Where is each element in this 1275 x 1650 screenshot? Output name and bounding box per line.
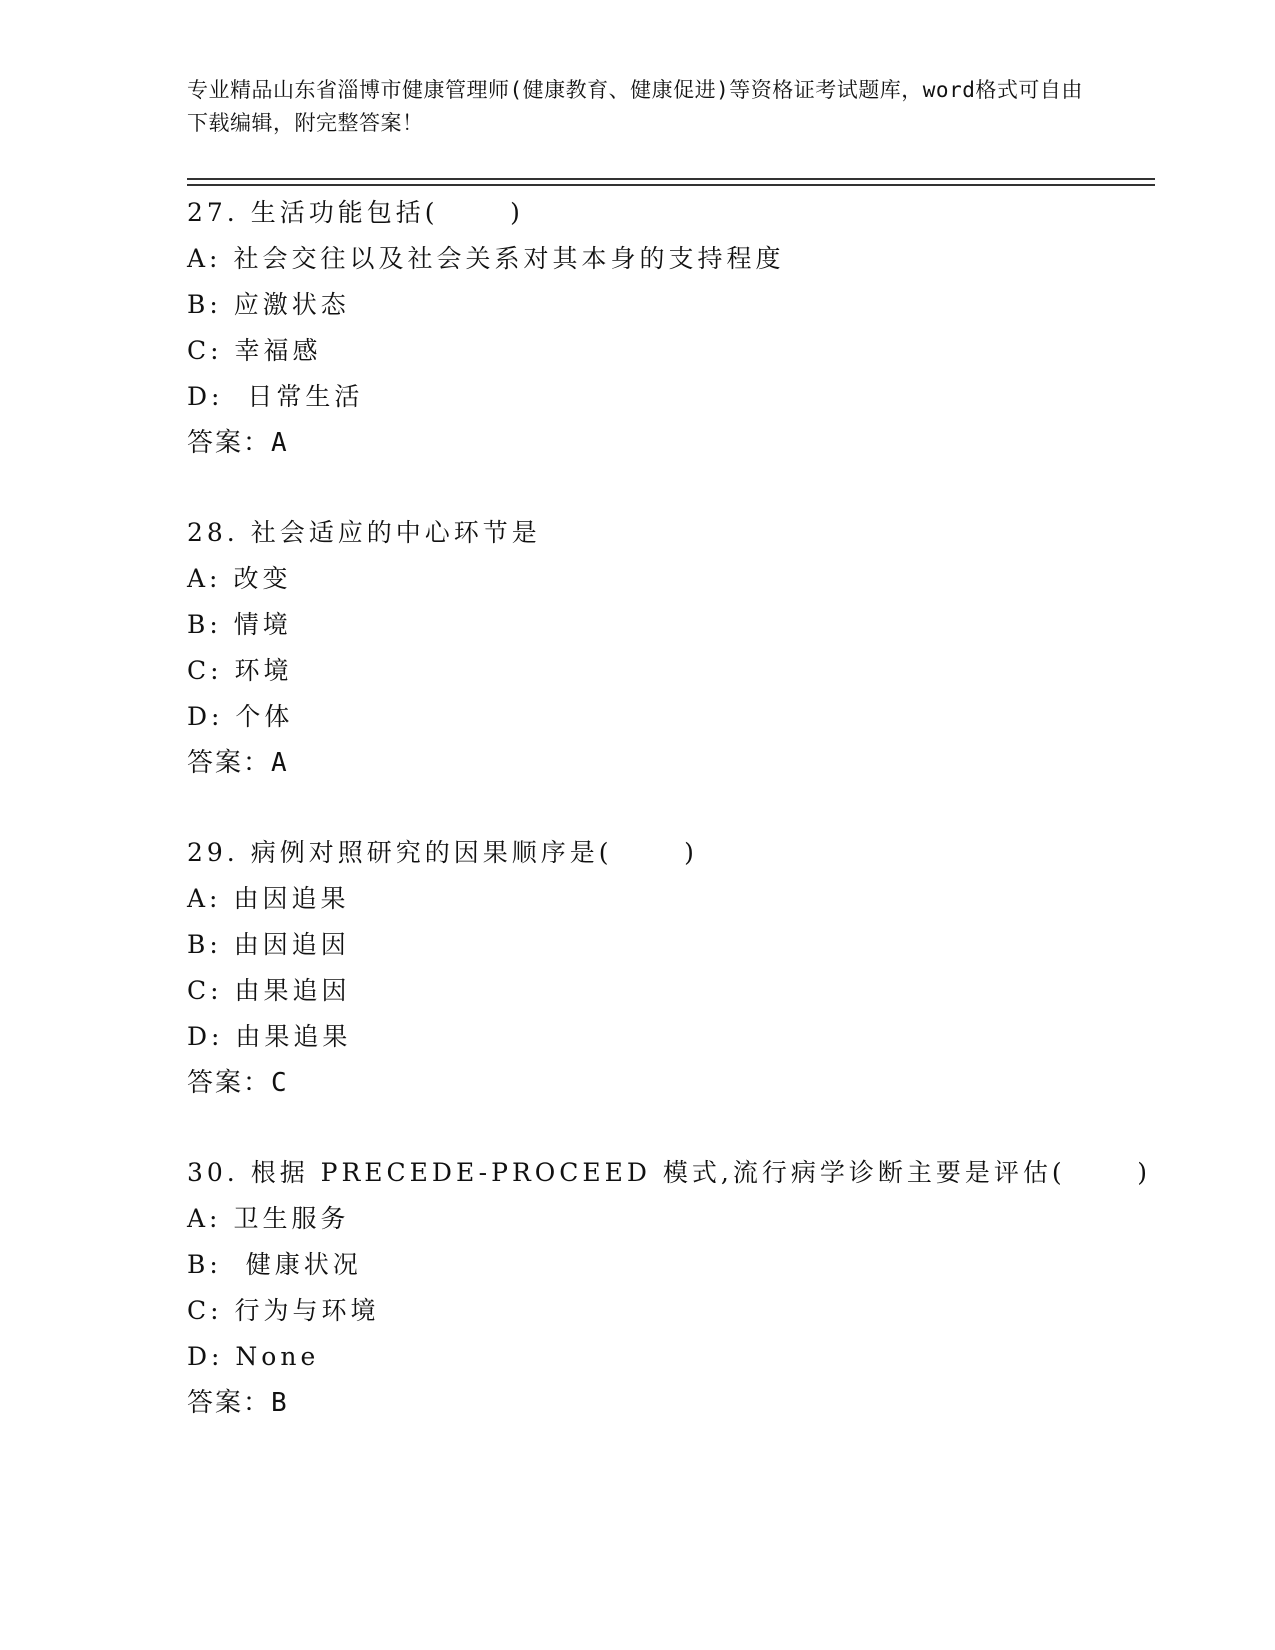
option-label: B:: [187, 610, 234, 639]
option-text: 幸福感: [234, 336, 322, 365]
option-text: None: [235, 1342, 320, 1371]
option-text: 行为与环境: [234, 1296, 380, 1325]
option-text: 应激状态: [233, 290, 350, 319]
option-label: A:: [187, 884, 234, 913]
option-label: D:: [187, 382, 236, 411]
question-stem: 30. 根据 PRECEDE-PROCEED 模式,流行病学诊断主要是评估( ): [187, 1158, 1152, 1187]
option-b: [187, 922, 1147, 968]
option-label: B:: [187, 290, 234, 319]
option-text: 由果追果: [235, 1022, 352, 1051]
option-c: [187, 1288, 1147, 1334]
option-text: 情境: [233, 610, 292, 639]
document-header: 专业精品山东省淄博市健康管理师(健康教育、健康促进)等资格证考试题库，word格式可自由下载编辑，附完整答案！: [187, 78, 1083, 135]
option-text: 个体: [235, 702, 294, 731]
option-text: 改变: [233, 564, 292, 593]
option-text: 社会交往以及社会关系对其本身的支持程度: [233, 244, 785, 273]
option-label: B:: [187, 1250, 234, 1279]
option-text: 环境: [234, 656, 293, 685]
answer-line: 答案：B: [187, 1388, 289, 1418]
option-label: C:: [187, 656, 235, 685]
question-27: [187, 190, 1147, 466]
question-stem: 28. 社会适应的中心环节是: [187, 518, 541, 547]
option-label: D:: [187, 1342, 236, 1371]
option-d: [187, 1014, 1147, 1060]
option-label: D:: [187, 1022, 236, 1051]
option-label: B:: [187, 930, 234, 959]
option-label: A:: [187, 564, 234, 593]
option-a: [187, 1196, 1147, 1242]
option-text: 由因追因: [233, 930, 350, 959]
option-label: C:: [187, 1296, 235, 1325]
header-divider-bottom: [187, 184, 1155, 186]
option-c: [187, 328, 1147, 374]
question-29: [187, 830, 1147, 1106]
option-label: A:: [187, 1204, 234, 1233]
answer-line: 答案：A: [187, 428, 289, 458]
option-b: [187, 602, 1147, 648]
option-c: [187, 648, 1147, 694]
question-stem: 29. 病例对照研究的因果顺序是( ): [187, 838, 698, 867]
option-label: C:: [187, 336, 235, 365]
header-divider-top: [187, 178, 1155, 180]
option-label: D:: [187, 702, 236, 731]
answer-line: 答案：C: [187, 1068, 289, 1098]
option-d: [187, 1334, 1147, 1380]
option-a: [187, 236, 1147, 282]
option-c: [187, 968, 1147, 1014]
option-text: 卫生服务: [233, 1204, 350, 1233]
option-a: [187, 556, 1147, 602]
option-text: 健康状况: [233, 1250, 362, 1279]
option-a: [187, 876, 1147, 922]
option-label: A:: [187, 244, 234, 273]
answer-line: 答案：A: [187, 748, 289, 778]
option-b: [187, 1242, 1147, 1288]
option-b: [187, 282, 1147, 328]
option-label: C:: [187, 976, 235, 1005]
option-d: [187, 374, 1147, 420]
question-30: [187, 1150, 1152, 1426]
question-28: [187, 510, 1147, 786]
option-text: 由果追因: [234, 976, 351, 1005]
option-text: 由因追果: [233, 884, 350, 913]
option-text: 日常生活: [235, 382, 364, 411]
option-d: [187, 694, 1147, 740]
question-stem: 27. 生活功能包括( ): [187, 198, 524, 227]
